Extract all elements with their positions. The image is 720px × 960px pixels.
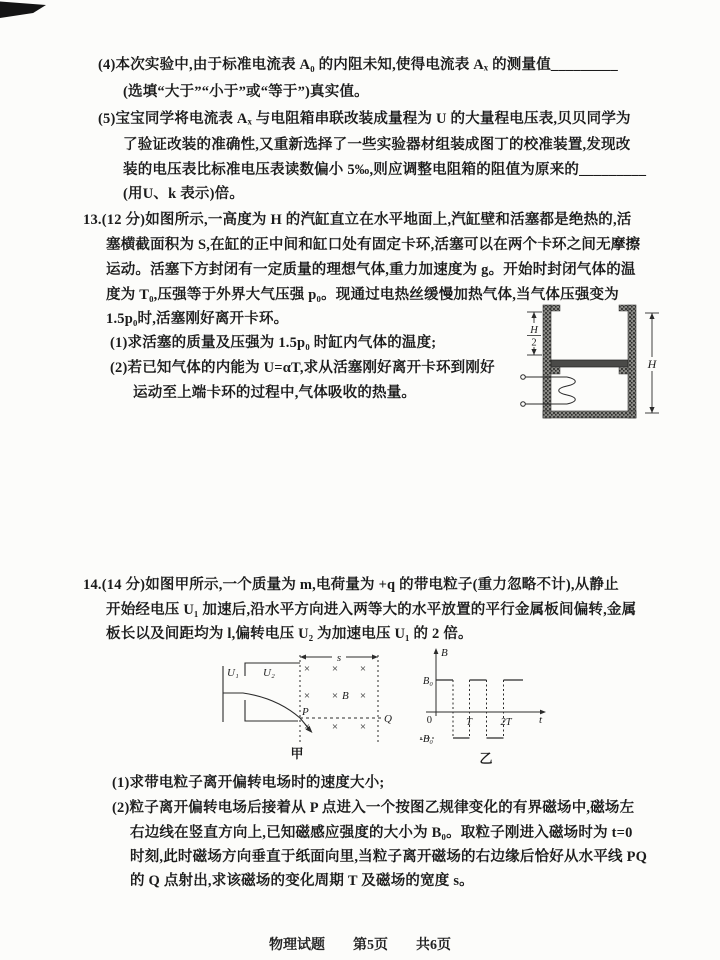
b-cross: × bbox=[303, 690, 311, 702]
exp-q5-line1: (5)宝宝同学将电流表 Aₓ 与电阻箱串联改装成量程为 U 的大量程电压表,贝贝同学为 bbox=[98, 111, 631, 127]
q13-line4: 度为 T₀,压强等于外界大气压强 p₀。现通过电热丝缓慢加热气体,当气体压强变为 bbox=[106, 287, 619, 303]
arrowhead bbox=[649, 407, 654, 413]
q14-sub1: (1)求带电粒子离开偏转电场时的速度大小; bbox=[112, 775, 385, 791]
b-cross: × bbox=[303, 721, 311, 733]
footer-page-number: 第5页 bbox=[353, 938, 388, 953]
terminal-top bbox=[521, 375, 526, 380]
stop-ring-top-right bbox=[619, 305, 628, 311]
u1-label: U₁ bbox=[227, 667, 239, 679]
footer-title: 物理试题 bbox=[269, 938, 325, 953]
q14-line2: 开始经电压 U₁ 加速后,沿水平方向进入两等大的水平放置的平行金属板间偏转,金属 bbox=[106, 602, 637, 618]
particle-trajectory bbox=[223, 693, 300, 718]
q14-line3: 板长以及间距均为 l,偏转电压 U₂ 为加速电压 U₁ 的 2 倍。 bbox=[106, 626, 473, 642]
arrowhead bbox=[649, 313, 654, 319]
b-cross: × bbox=[359, 721, 367, 733]
q14-sub2-cont3: 的 Q 点射出,求该磁场的变化周期 T 及磁场的宽度 s。 bbox=[130, 873, 474, 889]
b0-label: B₀ bbox=[422, 676, 433, 687]
figure-jia bbox=[185, 645, 400, 763]
piston bbox=[551, 360, 628, 367]
b-field-label: B bbox=[342, 690, 349, 702]
scan-corner-artifact bbox=[0, 0, 46, 18]
q13-line2: 塞横截面积为 S,在缸的正中间和缸口处有固定卡环,活塞可以在两个卡环之间无摩擦 bbox=[106, 237, 641, 253]
arrowhead bbox=[531, 312, 536, 318]
q13-line3: 运动。活塞下方封闭有一定质量的理想气体,重力加速度为 g。开始时封闭气体的温 bbox=[106, 262, 636, 278]
q14-sub2: (2)粒子离开偏转电场后接着从 P 点进入一个按图乙规律变化的有界磁场中,磁场左 bbox=[112, 800, 635, 816]
q13-line1: 13.(12 分)如图所示,一高度为 H 的汽缸直立在水平地面上,汽缸壁和活塞都是绝热的,活 bbox=[83, 212, 632, 228]
arrowhead bbox=[300, 655, 306, 660]
stop-ring-top-left bbox=[551, 305, 560, 311]
origin-label: 0 bbox=[426, 715, 432, 726]
p-label: P bbox=[302, 706, 309, 718]
b-cross: × bbox=[331, 721, 339, 733]
cylinder-wall-right bbox=[628, 305, 636, 418]
arrowhead bbox=[434, 648, 439, 654]
cylinder-bottom bbox=[543, 411, 636, 418]
t-tick-label: T bbox=[466, 717, 472, 728]
q13-line5: 1.5p₀时,活塞刚好离开卡环。 bbox=[106, 311, 289, 327]
q14-sub2-cont2: 时刻,此时磁场方向垂直于纸面向里,当粒子离开磁场的右边缘后恰好从水平线 PQ bbox=[130, 849, 648, 865]
h-half-numerator: H bbox=[530, 325, 538, 336]
q13-sub2: (2)若已知气体的内能为 U=αT,求从活塞刚好离开卡环到刚好 bbox=[110, 360, 495, 376]
neg-b0-label: -B₀ bbox=[419, 734, 433, 745]
b-cross: × bbox=[331, 690, 339, 702]
q-label: Q bbox=[384, 713, 392, 725]
h-half-denominator: 2 bbox=[531, 337, 537, 349]
stop-ring-mid-left bbox=[551, 367, 560, 374]
b-cross: × bbox=[331, 663, 339, 675]
stop-ring-mid-right bbox=[619, 367, 628, 374]
arrowhead bbox=[372, 655, 378, 660]
terminal-bottom bbox=[521, 402, 526, 407]
t-axis-label: t bbox=[539, 714, 543, 726]
exp-q5-line3: 装的电压表比标准电压表读数偏小 5‰,则应调整电阻箱的阻值为原来的_________ bbox=[123, 162, 647, 178]
exp-q4-line2: (选填“大于”“小于”或“等于”)真实值。 bbox=[123, 84, 369, 100]
b-cross: × bbox=[303, 663, 311, 675]
exp-q5-line2: 了验证改装的准确性,又重新选择了一些实验器材组装成图丁的校准装置,发现改 bbox=[123, 137, 631, 153]
heating-coil bbox=[559, 377, 576, 404]
footer-total-pages: 共6页 bbox=[416, 938, 451, 953]
exp-q5-line4: (用U、k 表示)倍。 bbox=[123, 186, 245, 202]
cylinder-figure bbox=[505, 300, 680, 430]
arrowhead bbox=[531, 349, 536, 355]
q14-line1: 14.(14 分)如图甲所示,一个质量为 m,电荷量为 +q 的带电粒子(重力忽略不计),从静止 bbox=[83, 577, 619, 593]
b-axis-label: B bbox=[441, 647, 448, 659]
t2-tick-label: 2T bbox=[500, 717, 512, 728]
u2-label: U₂ bbox=[263, 667, 275, 679]
b-cross: × bbox=[359, 690, 367, 702]
page-footer bbox=[0, 934, 720, 954]
caption-yi: 乙 bbox=[479, 751, 493, 766]
s-label: s bbox=[336, 652, 342, 664]
h-label: H bbox=[647, 357, 657, 371]
q13-sub1: (1)求活塞的质量及压强为 1.5p₀ 时缸内气体的温度; bbox=[110, 335, 437, 351]
cylinder-wall-left bbox=[543, 305, 551, 418]
b-cross: × bbox=[359, 663, 367, 675]
figure-yi bbox=[410, 640, 560, 770]
q13-sub2-cont: 运动至上端卡环的过程中,气体吸收的热量。 bbox=[133, 385, 417, 401]
exp-q4-line1: (4)本次实验中,由于标准电流表 A₀ 的内阻未知,使得电流表 Aₓ 的测量值_________ bbox=[98, 57, 618, 73]
caption-jia: 甲 bbox=[290, 746, 304, 761]
q14-sub2-cont1: 右边线在竖直方向上,已知磁感应强度的大小为 B₀。取粒子刚进入磁场时为 t=0 bbox=[130, 825, 633, 841]
